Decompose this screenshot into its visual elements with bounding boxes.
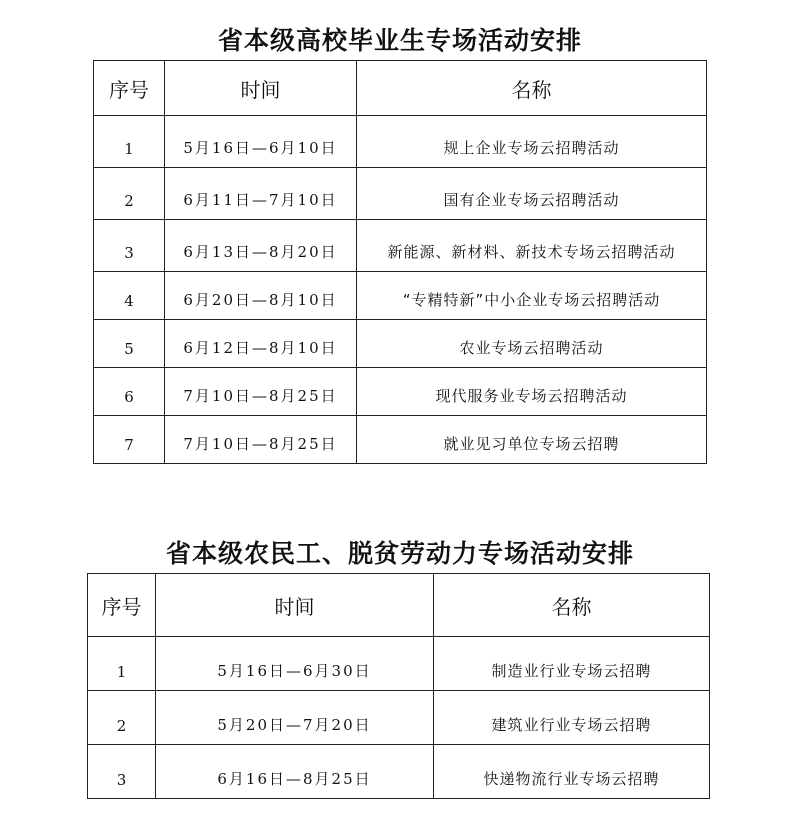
row-name: 规上企业专场云招聘活动 xyxy=(357,116,707,168)
row-name: 农业专场云招聘活动 xyxy=(357,320,707,368)
table-row xyxy=(94,368,707,416)
row-no: 2 xyxy=(94,168,165,220)
row-no: 4 xyxy=(94,272,165,320)
row-name: 国有企业专场云招聘活动 xyxy=(357,168,707,220)
header-name: 名称 xyxy=(357,61,707,116)
table-row xyxy=(94,116,707,168)
table-row xyxy=(94,272,707,320)
schedule-table-graduates xyxy=(93,60,707,464)
schedule-table-migrant-workers xyxy=(87,573,710,799)
table-row xyxy=(94,320,707,368)
table-row xyxy=(94,168,707,220)
row-time: 6月20日—8月10日 xyxy=(165,272,357,320)
row-no: 1 xyxy=(88,637,156,691)
row-time: 6月11日—7月10日 xyxy=(165,168,357,220)
row-name: 建筑业行业专场云招聘 xyxy=(434,691,710,745)
table-row xyxy=(94,220,707,272)
section1-title: 省本级高校毕业生专场活动安排 xyxy=(217,26,582,55)
row-name: 现代服务业专场云招聘活动 xyxy=(357,368,707,416)
row-name: 快递物流行业专场云招聘 xyxy=(434,745,710,799)
table-row xyxy=(88,691,710,745)
row-no: 7 xyxy=(94,416,165,464)
header-no: 序号 xyxy=(94,61,165,116)
table-row xyxy=(88,637,710,691)
table-header-row xyxy=(88,574,710,637)
section2-title: 省本级农民工、脱贫劳动力专场活动安排 xyxy=(165,539,634,568)
table-row xyxy=(88,745,710,799)
row-time: 5月16日—6月10日 xyxy=(165,116,357,168)
row-time: 6月16日—8月25日 xyxy=(156,745,434,799)
row-name: “专精特新”中小企业专场云招聘活动 xyxy=(357,272,707,320)
row-name: 制造业行业专场云招聘 xyxy=(434,637,710,691)
header-time: 时间 xyxy=(156,574,434,637)
row-no: 5 xyxy=(94,320,165,368)
row-no: 6 xyxy=(94,368,165,416)
header-time: 时间 xyxy=(165,61,357,116)
row-no: 1 xyxy=(94,116,165,168)
row-name: 就业见习单位专场云招聘 xyxy=(357,416,707,464)
row-time: 6月12日—8月10日 xyxy=(165,320,357,368)
table-row xyxy=(94,416,707,464)
row-no: 2 xyxy=(88,691,156,745)
header-no: 序号 xyxy=(88,574,156,637)
row-time: 7月10日—8月25日 xyxy=(165,368,357,416)
row-time: 5月20日—7月20日 xyxy=(156,691,434,745)
row-no: 3 xyxy=(94,220,165,272)
row-time: 5月16日—6月30日 xyxy=(156,637,434,691)
header-name: 名称 xyxy=(434,574,710,637)
row-time: 6月13日—8月20日 xyxy=(165,220,357,272)
table-header-row xyxy=(94,61,707,116)
row-no: 3 xyxy=(88,745,156,799)
row-name: 新能源、新材料、新技术专场云招聘活动 xyxy=(357,220,707,272)
row-time: 7月10日—8月25日 xyxy=(165,416,357,464)
